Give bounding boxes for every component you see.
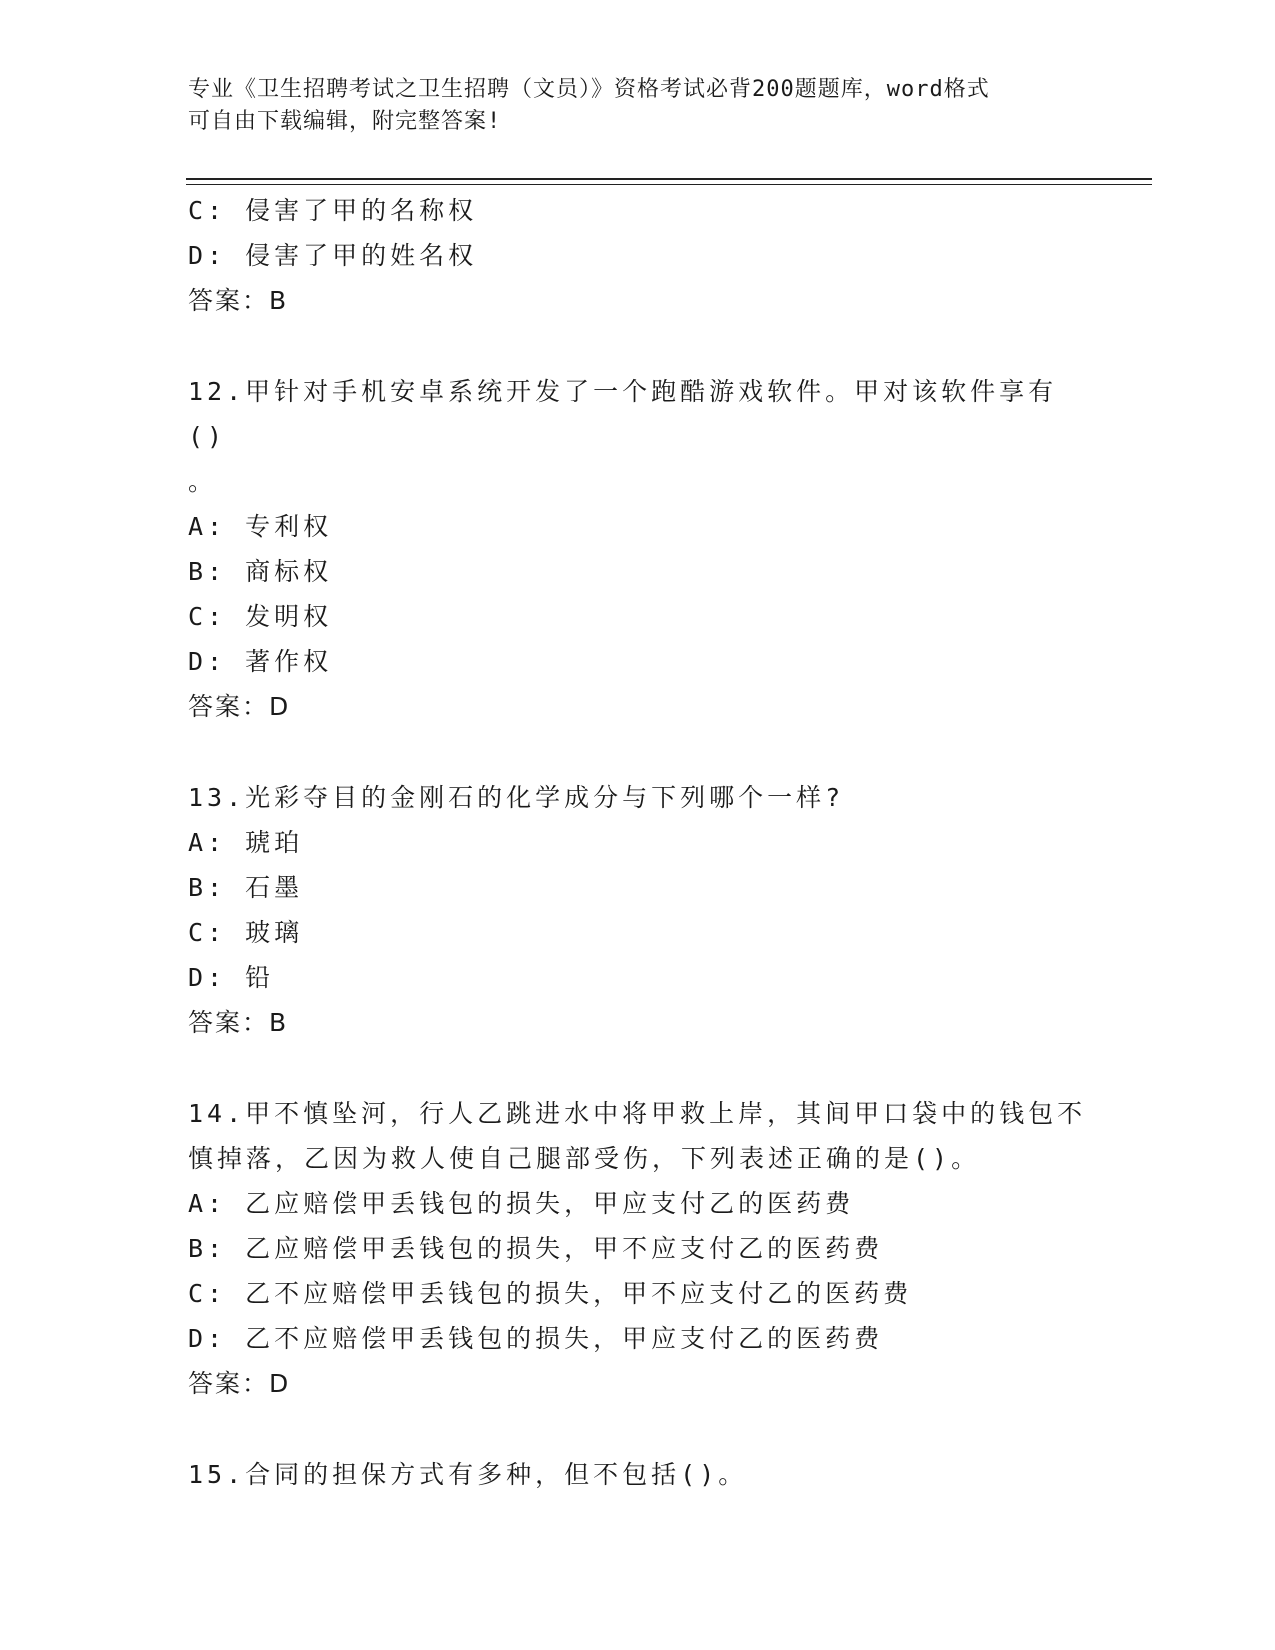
option-label: A:: [188, 828, 227, 857]
question-text: 15.合同的担保方式有多种，但不包括()。: [188, 1460, 748, 1489]
option-text: 琥珀: [245, 828, 304, 857]
option-d: [188, 639, 1088, 684]
option-text: 石墨: [245, 873, 304, 902]
question-text: 14.甲不慎坠河，行人乙跳进水中将甲救上岸，其间甲口袋中的钱包不: [188, 1099, 1087, 1128]
option-c: [188, 910, 1088, 955]
question-text: 12.甲针对手机安卓系统开发了一个跑酷游戏软件。甲对该软件享有(): [188, 377, 1058, 451]
option-a: [188, 504, 1088, 549]
option-c: [188, 594, 1088, 639]
option-label: C:: [188, 918, 227, 947]
option-a: [188, 820, 1088, 865]
option-label: A:: [188, 1189, 227, 1218]
answer-line: 答案：B: [188, 286, 289, 315]
question-14: [188, 1091, 1088, 1406]
option-b: [188, 549, 1088, 594]
option-b: [188, 865, 1088, 910]
option-d: [188, 233, 1088, 278]
option-d: [188, 955, 1088, 1000]
option-text: 乙应赔偿甲丢钱包的损失，甲应支付乙的医药费: [245, 1189, 855, 1218]
option-text: 发明权: [245, 602, 333, 631]
option-text: 乙不应赔偿甲丢钱包的损失，甲不应支付乙的医药费: [245, 1279, 913, 1308]
option-label: B:: [188, 557, 227, 586]
question-11-tail: [188, 188, 1088, 323]
question-text-continued: 。: [188, 467, 218, 496]
question-13: [188, 775, 1088, 1045]
option-label: C:: [188, 602, 227, 631]
option-label: C:: [188, 1279, 227, 1308]
option-text: 乙应赔偿甲丢钱包的损失，甲不应支付乙的医药费: [245, 1234, 884, 1263]
question-12: [188, 369, 1088, 729]
option-text: 侵害了甲的姓名权: [245, 241, 478, 270]
option-a: [188, 1181, 1088, 1226]
answer-line: 答案：B: [188, 1008, 289, 1037]
option-label: D:: [188, 963, 227, 992]
answer-line: 答案：D: [188, 692, 291, 721]
option-text: 玻璃: [245, 918, 304, 947]
option-text: 著作权: [245, 647, 333, 676]
option-text: 乙不应赔偿甲丢钱包的损失，甲应支付乙的医药费: [245, 1324, 884, 1353]
question-text-continued: 慎掉落，乙因为救人使自己腿部受伤，下列表述正确的是()。: [188, 1144, 981, 1173]
header-line-2: 可自由下载编辑，附完整答案!: [188, 109, 502, 134]
option-label: B:: [188, 873, 227, 902]
option-label: A:: [188, 512, 227, 541]
option-text: 专利权: [245, 512, 333, 541]
option-label: D:: [188, 1324, 227, 1353]
question-15: [188, 1452, 1088, 1497]
option-label: B:: [188, 1234, 227, 1263]
header-divider-thick: [186, 178, 1152, 180]
option-text: 侵害了甲的名称权: [245, 196, 478, 225]
document-header: [188, 74, 1068, 138]
option-text: 商标权: [245, 557, 333, 586]
question-text: 13.光彩夺目的金刚石的化学成分与下列哪个一样?: [188, 783, 845, 812]
option-text: 铅: [245, 963, 275, 992]
option-label: D:: [188, 647, 227, 676]
option-label: D:: [188, 241, 227, 270]
option-label: C:: [188, 196, 227, 225]
option-c: [188, 188, 1088, 233]
option-d: [188, 1316, 1088, 1361]
answer-line: 答案：D: [188, 1369, 291, 1398]
option-c: [188, 1271, 1088, 1316]
header-divider-thin: [186, 184, 1152, 185]
document-body: [188, 188, 1088, 1497]
option-b: [188, 1226, 1088, 1271]
header-line-1: 专业《卫生招聘考试之卫生招聘（文员）》资格考试必背200题题库，word格式: [188, 77, 990, 102]
